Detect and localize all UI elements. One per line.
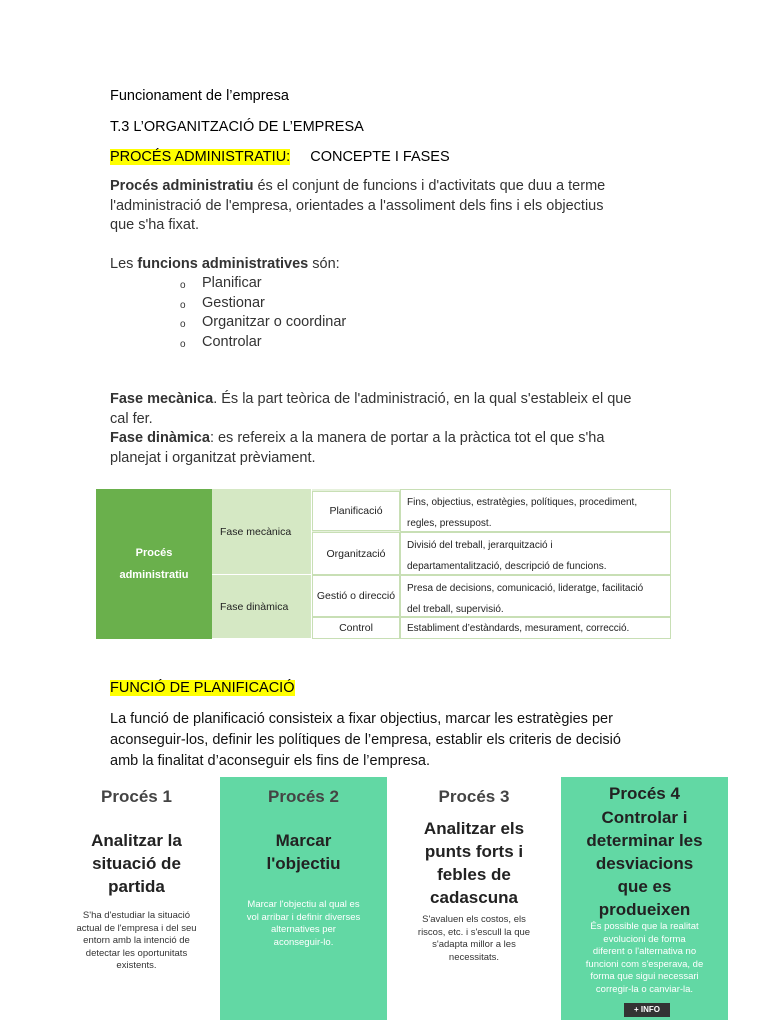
planning-line: La funció de planificació consisteix a fixar objectius, marcar les estratègies per: [110, 711, 613, 727]
functions-lead: [110, 255, 340, 275]
process-heading-line: Marcar: [275, 831, 332, 850]
process-table: [96, 489, 671, 639]
process-heading-line: punts forts i: [424, 842, 524, 861]
table-desc-line: del treball, supervisió.: [407, 604, 504, 615]
table-function-cell: Organització: [312, 532, 400, 575]
list-item: Organitzar o coordinar: [202, 314, 347, 330]
process-body-line: Marcar l'objectiu al qual es: [247, 899, 360, 910]
table-desc-line: regles, pressupost.: [407, 518, 492, 529]
process-title: Procés 4: [609, 784, 680, 803]
process-card-2: [220, 777, 387, 1020]
intro-line3: que s'ha fixat.: [110, 217, 200, 233]
process-body-line: necessitats.: [448, 951, 500, 963]
phase-mech-line1: . És la part teòrica de l'administració, en la qual s'estableix el que: [213, 391, 632, 407]
phase-dyn-line2: planejat i organitzat prèviament.: [110, 449, 316, 466]
phase-dyn-cell: Fase dinàmica: [212, 575, 312, 639]
table-main-line2: administratiu: [119, 569, 189, 581]
list-item: Planificar: [202, 275, 262, 291]
process-body-line: S'ha d'estudiar la situació: [82, 910, 191, 921]
table-desc-cell: [400, 575, 671, 617]
process-body-line: aconseguir-lo.: [273, 936, 334, 948]
planning-line: aconseguir-los, definir les polítiques de l’empresa, establir els criteris de decisió: [110, 732, 621, 748]
process-card-3: [387, 777, 561, 1020]
table-desc-line: Establiment d’estàndards, mesurament, correcció.: [407, 623, 630, 634]
table-desc-line: Fins, objectius, estratègies, polítiques, procediment,: [407, 497, 638, 508]
bullet-icon: o: [180, 300, 186, 311]
list-item: Controlar: [202, 334, 262, 350]
intro-term: Procés administratiu: [110, 178, 254, 194]
table-main-cell: [96, 489, 212, 639]
process-heading-line: Analitzar la: [91, 831, 182, 850]
process-body-line: És possible que la realitat: [590, 921, 699, 932]
process-body-line: alternatives per: [271, 924, 336, 935]
process-body-line: s'adapta millor a les: [432, 939, 516, 950]
unit-title: T.3 L’ORGANITZACIÓ DE L’EMPRESA: [110, 119, 364, 135]
planning-paragraph: [110, 709, 670, 772]
intro-paragraph: [110, 177, 670, 236]
process-heading-line: situació de: [92, 854, 181, 873]
process-heading-line: Controlar i: [601, 808, 688, 827]
process-body-line: detectar les oportunitats: [85, 947, 188, 959]
table-function-cell: Gestió o direcció: [312, 575, 400, 617]
subject-title: Funcionament de l’empresa: [110, 88, 289, 104]
planning-heading-text: FUNCIÓ DE PLANIFICACIÓ: [110, 680, 295, 696]
table-main-line1: Procés: [135, 547, 173, 559]
process-heading-line: Analitzar els: [423, 819, 525, 838]
process-heading-line: desviacions: [595, 854, 694, 873]
table-desc-cell: [400, 532, 671, 575]
process-body-line: riscos, etc. i s'escull la que: [417, 926, 531, 938]
process-body-line: forma que sigui necessari: [590, 971, 699, 982]
process-body-line: entorn amb la intenció de: [83, 935, 190, 946]
process-heading-line: que es: [617, 877, 672, 896]
process-card-1: [53, 777, 220, 1020]
functions-tail: són:: [308, 256, 340, 272]
process-body-line: diferent o l'alternativa no: [592, 946, 697, 957]
section-title: [110, 148, 450, 167]
process-heading-line: febles de: [437, 865, 511, 884]
section-highlight: PROCÉS ADMINISTRATIU:: [110, 149, 291, 165]
phase-dyn-line1: : es refereix a la manera de portar a la pràctica tot el que s'ha: [209, 430, 605, 446]
section-subtitle: CONCEPTE I FASES: [310, 149, 450, 165]
process-body-line: S'avaluen els costos, els: [422, 914, 526, 925]
bullet-icon: o: [180, 280, 186, 291]
planning-heading: [110, 679, 295, 698]
process-body-line: actual de l'empresa i del seu: [76, 922, 197, 934]
table-desc-cell: [400, 489, 671, 532]
process-heading-line: determinar les: [586, 831, 703, 850]
phase-mech-line2: cal fer.: [110, 410, 153, 427]
process-body-line: existents.: [116, 960, 157, 971]
bullet-icon: o: [180, 339, 186, 350]
table-desc-line: Divisió del treball, jerarquització i: [407, 540, 553, 551]
intro-line2: l'administració de l'empresa, orientades a l'assoliment dels fins i els objectius: [110, 197, 604, 214]
intro-line1: és el conjunt de funcions i d'activitats que duu a terme: [253, 178, 606, 194]
more-info-button[interactable]: + INFO: [624, 1003, 670, 1017]
table-function-cell: Planificació: [312, 491, 400, 531]
phase-dyn-term: Fase dinàmica: [110, 430, 210, 446]
process-heading-line: l'objectiu: [266, 854, 341, 873]
process-heading-line: partida: [108, 877, 165, 896]
process-heading-line: cadascuna: [430, 888, 518, 907]
list-item: Gestionar: [202, 295, 265, 311]
process-body-line: corregir-la o canviar-la.: [595, 983, 694, 995]
process-body-line: evolucioni de forma: [603, 933, 686, 945]
planning-line: amb la finalitat d’aconseguir els fins de l’empresa.: [110, 753, 430, 769]
phase-mech-cell: Fase mecànica: [212, 489, 312, 575]
table-function-cell: Control: [312, 617, 400, 639]
table-desc-cell: [400, 617, 671, 639]
table-desc-line: departamentalització, descripció de funcions.: [407, 561, 607, 572]
functions-term: funcions administratives: [137, 256, 309, 272]
phase-mech-term: Fase mecànica: [110, 391, 214, 407]
process-title: Procés 3: [438, 787, 510, 806]
process-heading-line: produeixen: [598, 900, 691, 919]
bullet-icon: o: [180, 319, 186, 330]
table-desc-line: Presa de decisions, comunicació, lideratge, facilitació: [407, 583, 644, 594]
functions-lead-text: Les: [110, 256, 138, 272]
process-body-line: vol arribar i definir diverses: [246, 911, 361, 923]
process-title: Procés 2: [268, 787, 339, 806]
phases-paragraph: [110, 390, 670, 468]
process-title: Procés 1: [101, 787, 172, 806]
process-card-4: [561, 777, 728, 1020]
process-body-line: funcioni com s'esperava, de: [585, 958, 704, 970]
